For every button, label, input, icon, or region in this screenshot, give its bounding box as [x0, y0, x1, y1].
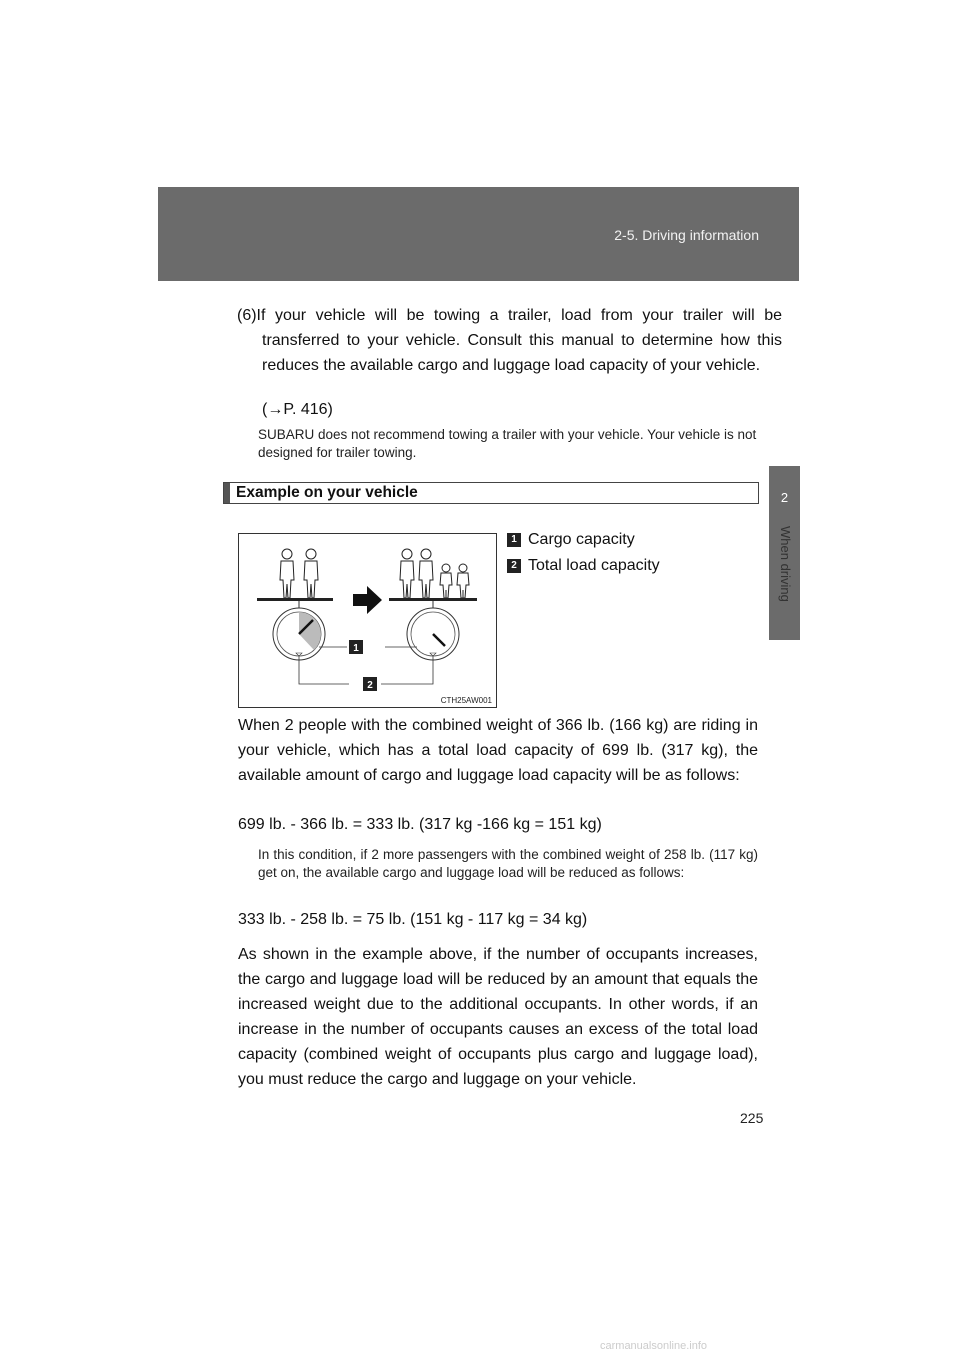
legend-label-1: Cargo capacity	[528, 531, 635, 548]
item-6-text: (6)If your vehicle will be towing a trailer, load from your trailer will be transferred to your vehicle. Consult this manual to determine how this reduces the available cargo and luggage load capacity of your vehicle.	[237, 307, 782, 374]
additional-passengers-note: In this condition, if 2 more passengers with the combined weight of 258 lb. (117 kg) get on, the available cargo and luggage load will be reduced as follows:	[258, 847, 758, 880]
watermark: carmanualsonline.info	[600, 1340, 708, 1352]
towing-note: SUBARU does not recommend towing a trailer with your vehicle. Your vehicle is not designed for trailer towing.	[258, 427, 757, 460]
page-number: 225	[740, 1110, 764, 1126]
legend-num-2: 2	[507, 559, 521, 573]
chapter-label: When driving	[778, 526, 793, 602]
legend-total-load-capacity	[507, 557, 660, 575]
example-paragraph: When 2 people with the combined weight of 366 lb. (166 kg) are riding in your vehicle, which has a total load capacity of 699 lb. (317 kg), the available amount of cargo and luggage load capacity will be as follows:	[238, 717, 758, 784]
load-capacity-figure	[238, 533, 497, 708]
page-reference: (→P. 416)	[262, 401, 333, 418]
legend-num-1: 1	[507, 533, 521, 547]
legend-label-2: Total load capacity	[528, 557, 660, 574]
header-band	[158, 187, 799, 281]
right-platform	[389, 598, 477, 601]
adult-figures-left	[280, 549, 318, 598]
heading-bar	[224, 483, 230, 503]
chapter-number: 2	[780, 490, 789, 505]
calculation-1: 699 lb. - 366 lb. = 333 lb. (317 kg -166 kg = 151 kg)	[238, 816, 602, 833]
svg-text:2: 2	[367, 680, 373, 691]
section-title: Example on your vehicle	[236, 484, 418, 501]
section-breadcrumb: 2-5. Driving information	[614, 227, 759, 243]
arrow-icon	[353, 586, 382, 614]
occupant-figures-right	[400, 549, 469, 598]
summary-paragraph: As shown in the example above, if the number of occupants increases, the cargo and luggage load will be reduced by an amount that equals the increased weight due to the additional occupants. In other words, if an increase in the number of occupants causes an excess of the total load capacity (combined weight of occupants plus cargo and luggage load), you must reduce the cargo and luggage on your vehicle.	[238, 946, 758, 1088]
svg-text:1: 1	[353, 643, 359, 654]
figure-code: CTH25AW001	[440, 696, 492, 705]
load-illustration	[239, 534, 496, 707]
section-heading	[223, 482, 759, 504]
left-platform	[257, 598, 333, 601]
legend-cargo-capacity	[507, 531, 635, 549]
calculation-2: 333 lb. - 258 lb. = 75 lb. (151 kg - 117 kg = 34 kg)	[238, 911, 588, 928]
